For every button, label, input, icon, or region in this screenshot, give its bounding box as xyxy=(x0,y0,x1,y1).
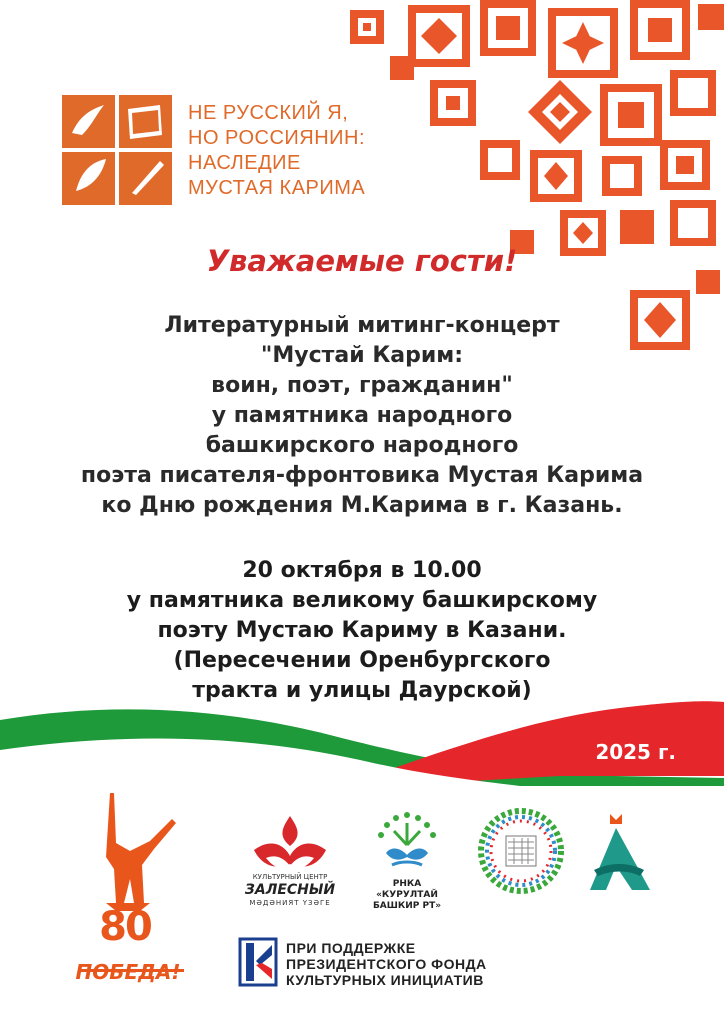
rnka-caption-line: «КУРУЛТАЙ xyxy=(376,890,438,900)
details-line: поэту Мустаю Кариму в Казани. xyxy=(157,618,567,643)
support-line: ПРЕЗИДЕНТСКОГО ФОНДА xyxy=(286,956,487,972)
project-title-line: НО РОССИЯНИН: xyxy=(188,127,366,149)
project-title-line: МУСТАЯ КАРИМА xyxy=(188,177,366,199)
house-of-peoples-logo xyxy=(478,808,564,894)
details-line: 20 октября в 10.00 xyxy=(242,558,482,583)
flag-waves xyxy=(0,680,724,790)
rnka-kurultai-logo xyxy=(372,805,442,880)
rnka-caption-line: РНКА xyxy=(392,879,422,889)
project-title xyxy=(188,101,408,201)
details-line: (Пересечении Оренбургского xyxy=(173,648,551,673)
zalesny-caption-name: ЗАЛЕСНЫЙ xyxy=(244,882,336,898)
support-line: ПРИ ПОДДЕРЖКЕ xyxy=(286,940,416,956)
description-line: ко Дню рождения М.Карима в г. Казань. xyxy=(101,493,623,518)
presidential-fund-logo xyxy=(238,937,278,987)
zalesny-caption-bottom: МӘДӘНИЯТ ҮЗӘГЕ xyxy=(249,899,331,907)
description-line: поэта писателя-фронтовика Мустая Карима xyxy=(80,463,644,488)
project-title-line: НАСЛЕДИЕ xyxy=(188,152,301,174)
description-line: башкирского народного xyxy=(205,433,519,458)
greeting-heading: Уважаемые гости! xyxy=(206,244,518,278)
description-line: "Мустай Карим: xyxy=(260,343,464,368)
zalesny-caption-top: КУЛЬТУРНЫЙ ЦЕНТР xyxy=(252,873,328,881)
event-description xyxy=(0,311,724,521)
a-emblem-logo xyxy=(580,810,660,900)
description-line: Литературный митинг-концерт xyxy=(164,313,560,338)
details-line: тракта и улицы Даурской) xyxy=(192,678,532,703)
project-logo xyxy=(62,95,172,205)
year-label: 2025 г. xyxy=(595,740,676,764)
rnka-caption-line: БАШКИР РТ» xyxy=(372,901,442,911)
details-line: у памятника великому башкирскому xyxy=(126,588,598,613)
presidential-fund-caption xyxy=(286,940,487,988)
victory-word: ПОБЕДА! xyxy=(75,960,181,984)
rnka-caption xyxy=(362,879,452,912)
project-title-line: НЕ РУССКИЙ Я, xyxy=(188,102,349,124)
victory-number: 80 xyxy=(99,904,151,950)
description-line: у памятника народного xyxy=(211,403,513,428)
description-line: воин, поэт, гражданин" xyxy=(211,373,513,398)
support-line: КУЛЬТУРНЫХ ИНИЦИАТИВ xyxy=(286,972,484,988)
